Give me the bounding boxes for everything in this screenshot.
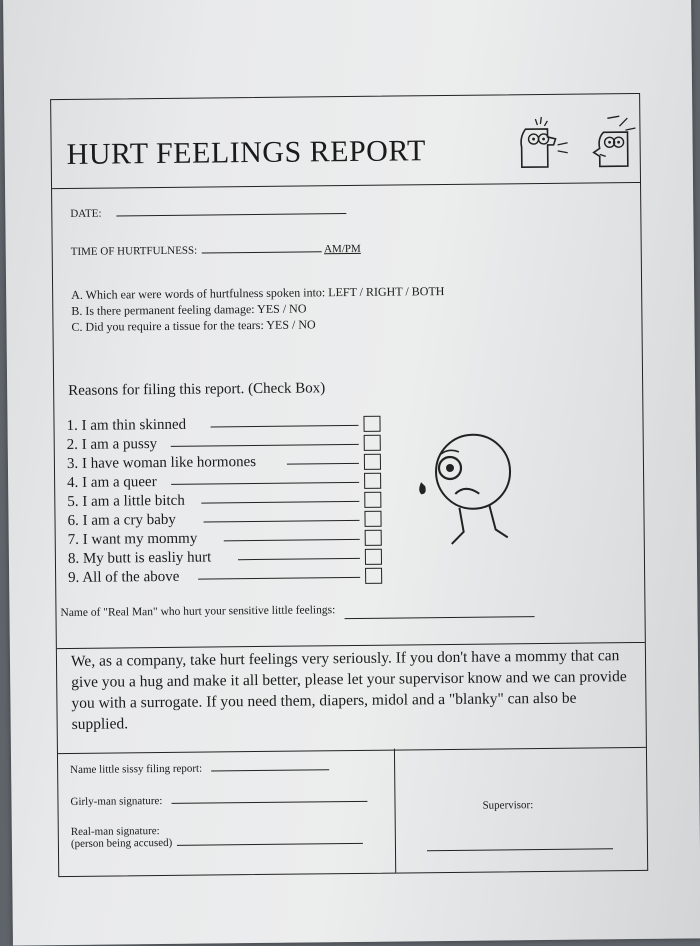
startled-face-icon (585, 112, 638, 171)
reason-item (67, 472, 375, 492)
reason-label: 9. All of the above (68, 568, 180, 586)
ampm-label: AM/PM (324, 242, 361, 256)
date-field[interactable] (116, 212, 346, 216)
reason-item (67, 434, 375, 454)
reason-checkbox[interactable] (365, 549, 382, 565)
company-notice (57, 642, 646, 754)
reason-label: 5. I am a little bitch (67, 492, 185, 510)
reason-item (67, 510, 375, 530)
realman-sig-label: Real-man signature: (70, 825, 160, 838)
reason-checkbox[interactable] (365, 530, 382, 546)
sissy-field[interactable] (211, 768, 329, 771)
supervisor-row (427, 836, 613, 856)
real-man-row (60, 602, 534, 619)
reason-label: 8. My butt is easliy hurt (67, 549, 212, 567)
question-b: B. Is there permanent feeling damage: YES / NO (71, 301, 307, 318)
reason-label: 4. I am a queer (67, 474, 157, 491)
reason-checkbox[interactable] (364, 435, 381, 451)
real-man-field[interactable] (344, 615, 534, 619)
time-field[interactable] (202, 250, 322, 253)
crying-face-icon (407, 427, 528, 554)
realman-signature-field[interactable] (177, 842, 363, 846)
girly-row (70, 793, 367, 808)
notice-text: We, as a company, take hurt feelings very seriously. If you don't have a mommy that can give you a hug and make it all better, please let your supervisor know and we can provide you with a surrogate. If you need them, diapers, midol and a "blanky" can also be supplied. (70, 647, 627, 733)
date-label: DATE: (70, 207, 102, 220)
supervisor-signature-field[interactable] (427, 847, 613, 851)
reasons-title: Reasons for filing this report. (Check Box) (68, 380, 326, 399)
reason-label: 6. I am a cry baby (67, 511, 176, 529)
reason-checkbox[interactable] (365, 568, 382, 584)
reason-checkbox[interactable] (364, 492, 381, 508)
question-a: A. Which ear were words of hurtfulness spoken into: LEFT / RIGHT / BOTH (71, 284, 445, 302)
realman-sig-row (71, 823, 363, 850)
reason-label: 7. I want my mommy (67, 530, 198, 548)
signature-divider (394, 749, 396, 873)
real-man-label: Name of "Real Man" who hurt your sensitive little feelings: (60, 604, 336, 620)
reason-label: 3. I have woman like hormones (66, 454, 257, 472)
signature-section (58, 746, 647, 876)
girly-signature-field[interactable] (171, 800, 367, 804)
reason-label: 1. I am thin skinned (66, 416, 187, 434)
sissy-label: Name little sissy filing report: (70, 762, 203, 776)
reason-label: 2. I am a pussy (66, 436, 158, 453)
reason-item (68, 567, 376, 587)
sissy-row (70, 761, 329, 776)
reason-checkbox[interactable] (364, 454, 381, 470)
paper-sheet (3, 0, 700, 946)
reason-checkbox[interactable] (364, 473, 381, 489)
reason-item (68, 548, 376, 568)
shouting-face-icon (517, 115, 570, 172)
reason-item (67, 491, 375, 511)
reason-item (66, 415, 374, 435)
form-header (51, 94, 640, 189)
question-c: C. Did you require a tissue for the tears: YES / NO (71, 317, 316, 334)
hurt-feelings-form (50, 93, 648, 877)
girly-label: Girly-man signature: (70, 795, 163, 808)
time-label: TIME OF HURTFULNESS: (70, 244, 198, 258)
reason-checkbox[interactable] (364, 511, 381, 527)
time-row (71, 243, 361, 258)
realman-sig-sublabel: (person being accused) (71, 835, 363, 850)
reason-item (68, 529, 376, 549)
form-title: HURT FEELINGS REPORT (66, 134, 427, 171)
date-row (70, 205, 346, 220)
reason-item (67, 453, 375, 473)
reason-checkbox[interactable] (363, 416, 380, 432)
supervisor-label: Supervisor: (482, 799, 534, 812)
